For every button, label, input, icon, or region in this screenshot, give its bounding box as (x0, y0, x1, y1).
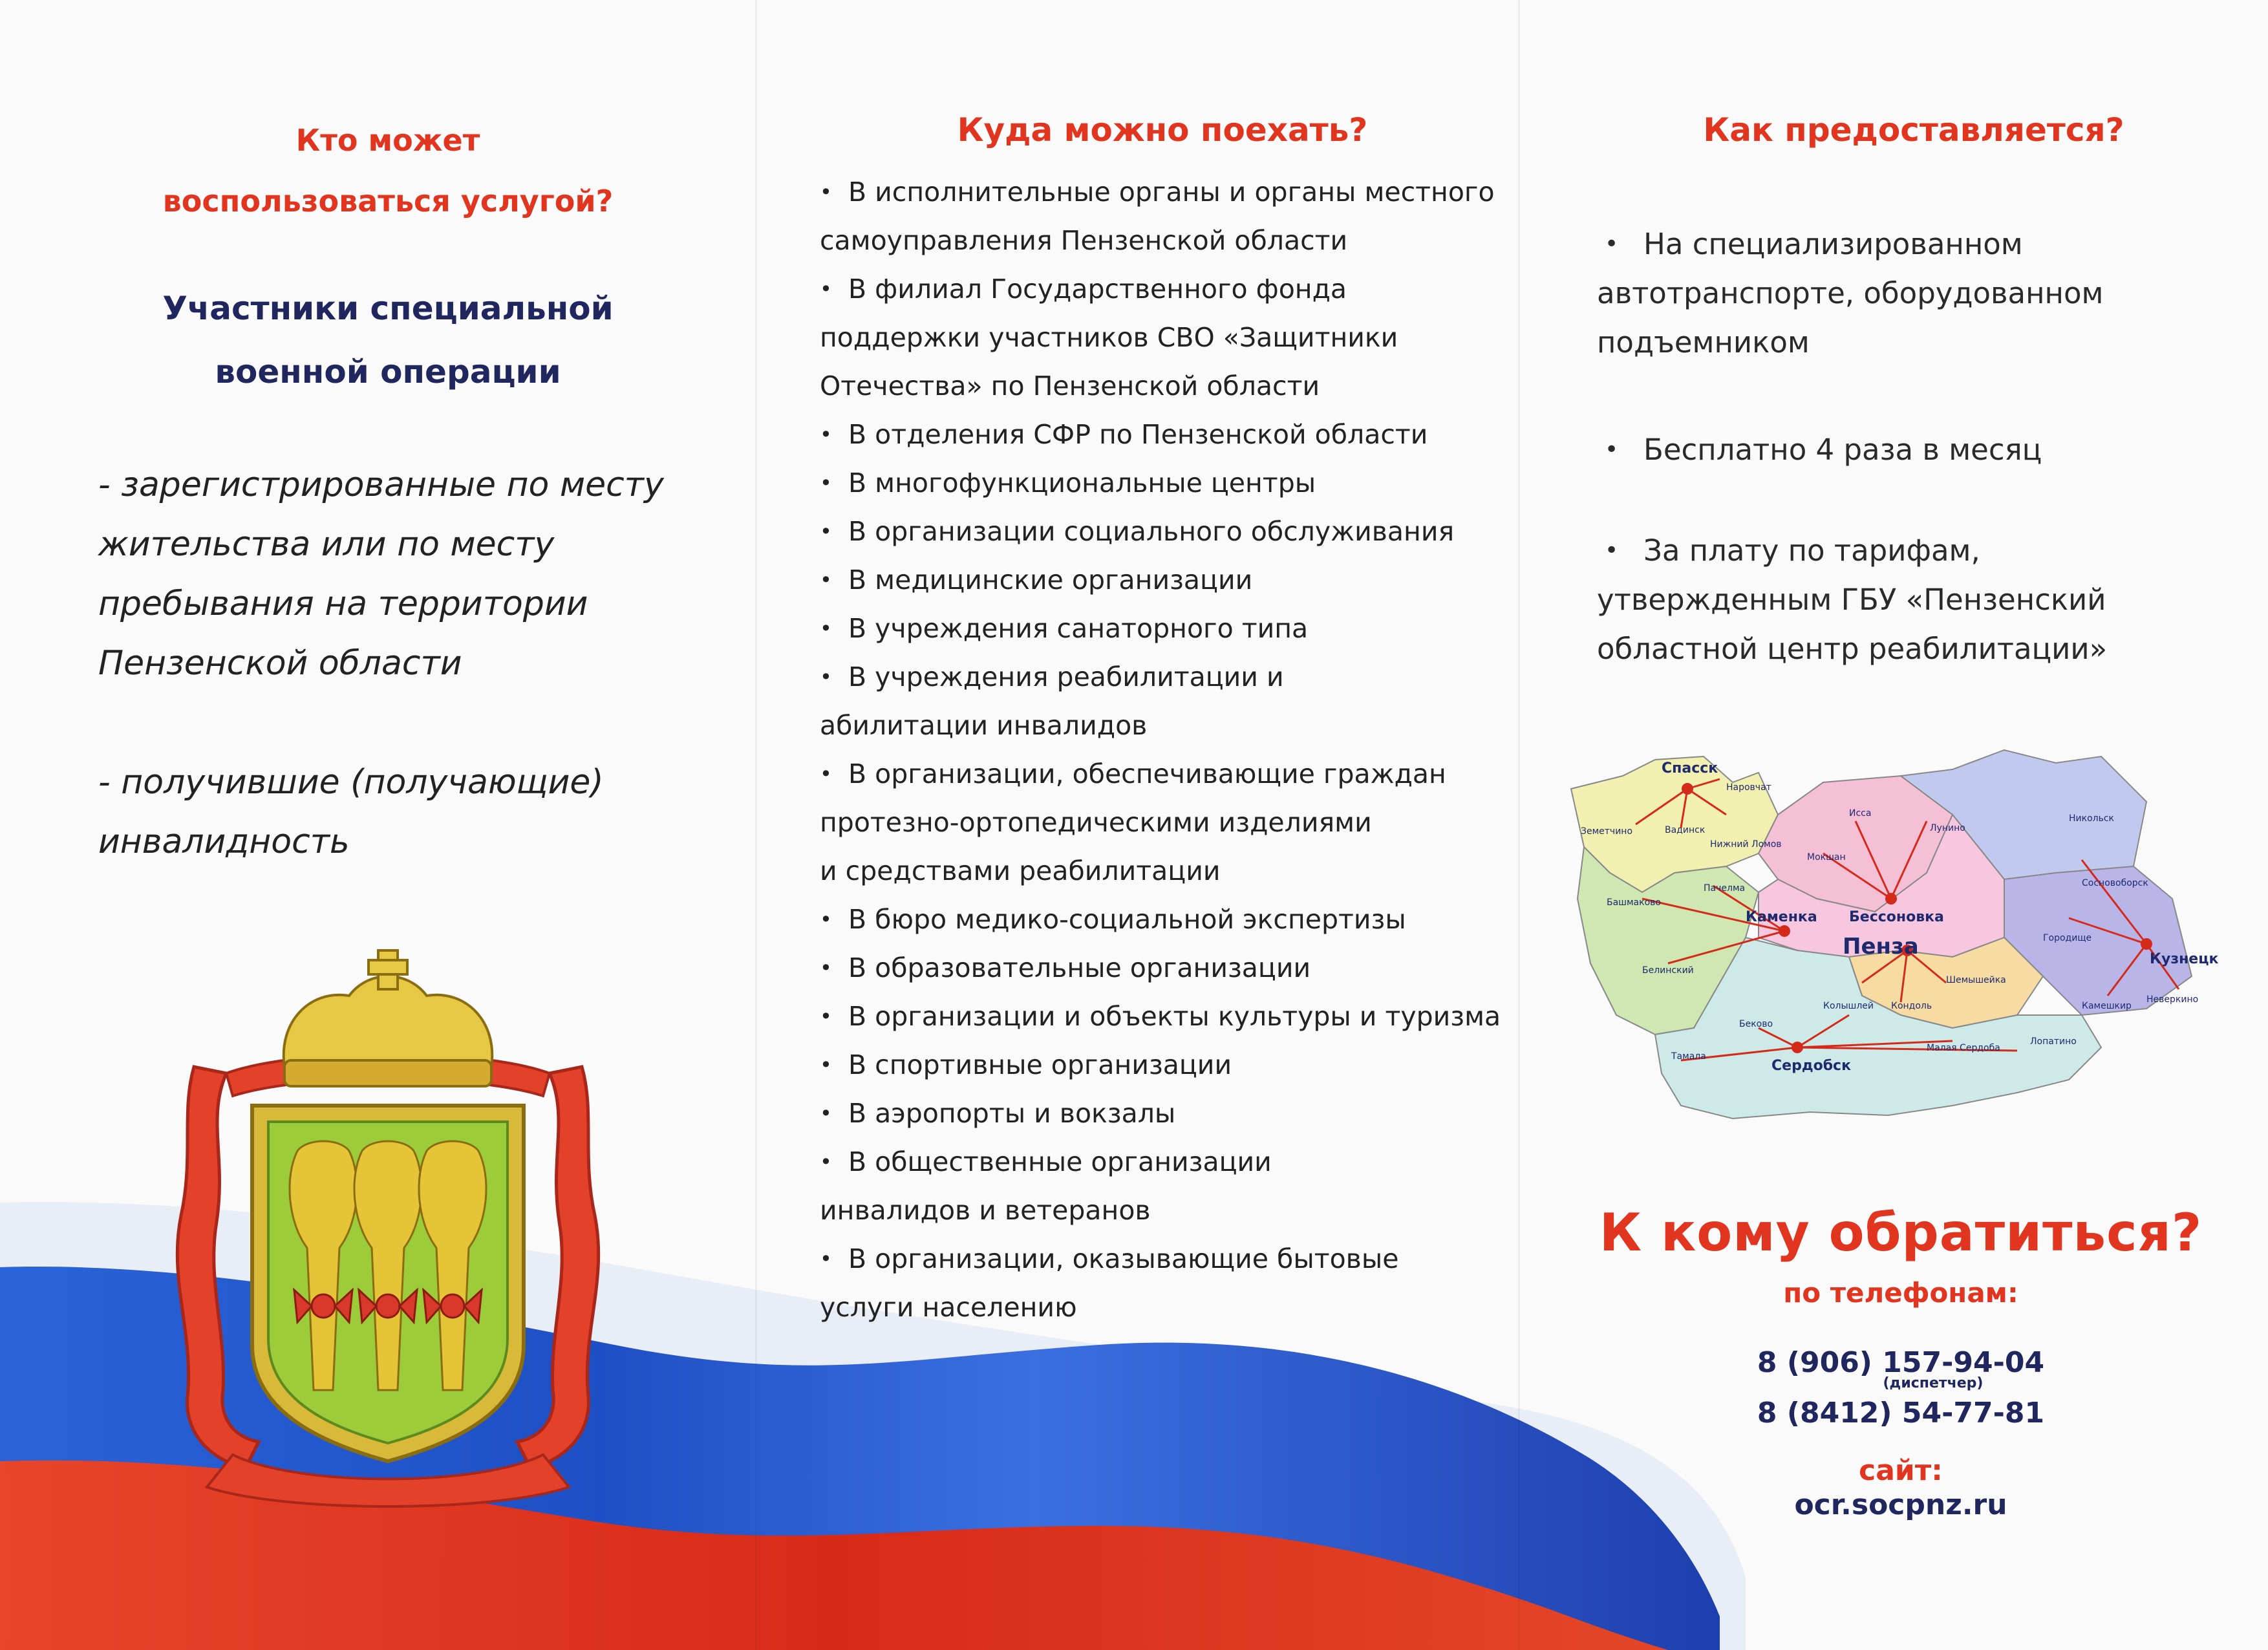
registered-line: Пензенской области (98, 644, 462, 683)
map-district-label: Мокшан (1807, 852, 1846, 862)
office-phone-link[interactable]: 8 (8412) 54-77-81 (1757, 1397, 2045, 1430)
destination-item: • В аэропорты и вокзалы (820, 1089, 1505, 1138)
registered-line: пребывания на территории (98, 584, 588, 623)
destination-item-cont: протезно-ортопедическими изделиями (820, 807, 1372, 838)
destination-item: • В медицинские организации (820, 556, 1505, 605)
destinations-list (820, 168, 1505, 1332)
map-hub-label: Спасск (1662, 760, 1718, 777)
who-title-line1: Кто может (295, 123, 480, 158)
phones-title: по телефонам: (1783, 1277, 2018, 1309)
destination-item: • В филиал Государственного фонда (820, 265, 1505, 314)
provision-line: областной центр реабилитации» (1597, 632, 2108, 666)
map-district-label: Лунино (1930, 823, 1965, 833)
provision-item (1597, 220, 2243, 367)
destination-item: • В бюро медико-социальной экспертизы (820, 895, 1505, 944)
destination-item: • В организации и объекты культуры и туризма (820, 992, 1505, 1041)
fold-line-left (755, 0, 757, 1650)
who-title (65, 110, 711, 231)
disability-line: - получившие (получающие) (98, 763, 604, 802)
provision-line: утвержденным ГБУ «Пензенский (1597, 583, 2106, 617)
map-district-label: Бековo (1739, 1019, 1773, 1029)
dispatcher-note: (диспетчер) (1883, 1375, 1984, 1391)
contact-block (1552, 1203, 2250, 1521)
map-district-label: Башмаково (1607, 897, 1661, 908)
destination-item: • В общественные организации (820, 1138, 1505, 1186)
destination-item-cont: самоуправления Пензенской области (820, 225, 1348, 256)
penza-region-map (1565, 744, 2231, 1131)
map-district-label: Пачелма (1704, 883, 1746, 894)
provision-list (1597, 220, 2243, 674)
map-district-label: Малая Сердоба (1927, 1043, 2000, 1053)
map-district-label: Тамала (1671, 1051, 1706, 1062)
destination-item-cont: и средствами реабилитации (820, 855, 1221, 886)
destination-item: • В организации, обеспечивающие граждан (820, 750, 1505, 798)
provision-item (1597, 425, 2243, 475)
destination-item: • В отделения СФР по Пензенской области (820, 411, 1505, 459)
destination-item-cont: поддержки участников СВО «Защитники (820, 322, 1398, 353)
registered-line: жительства или по месту (98, 525, 555, 564)
dispatcher-phone-link[interactable]: 8 (906) 157-94-04 (1757, 1346, 2045, 1379)
map-district-label: Нижний Ломов (1710, 839, 1782, 850)
map-district-label: Неверкино (2146, 994, 2199, 1005)
left-panel (65, 110, 711, 872)
participants-subtitle (65, 277, 711, 403)
disability-line: инвалидность (98, 822, 350, 861)
destination-item-cont: Отечества» по Пензенской области (820, 370, 1320, 402)
destination-item: • В организации социального обслуживания (820, 508, 1505, 556)
destination-item: • В спортивные организации (820, 1041, 1505, 1089)
map-district-label: Кондоль (1891, 1001, 1932, 1011)
map-hub-label: Бессоновка (1849, 909, 1944, 925)
site-label: сайт: (1859, 1454, 1943, 1487)
registered-line: - зарегистрированные по месту (98, 466, 664, 504)
map-district-label: Городище (2043, 933, 2092, 943)
eligibility-disability (98, 753, 711, 872)
destination-item-cont: абилитации инвалидов (820, 710, 1148, 741)
provision-line: автотранспорте, оборудованном (1597, 276, 2104, 310)
destination-item: • В образовательные организации (820, 944, 1505, 992)
map-district-label: Исса (1849, 808, 1872, 819)
penza-coat-of-arms (155, 944, 621, 1513)
destination-item: • В учреждения реабилитации и (820, 653, 1505, 702)
right-panel (1597, 111, 2243, 732)
participants-subtitle-line1: Участники специальной (162, 290, 614, 327)
map-district-label: Сосновоборск (2082, 878, 2148, 888)
where-title: Куда можно поехать? (957, 111, 1368, 149)
eligibility-registered (98, 455, 711, 693)
map-hub-label: Каменка (1746, 909, 1817, 925)
middle-panel (820, 111, 1505, 1332)
map-district-label: Белинский (1642, 965, 1694, 976)
provision-line: За плату по тарифам, (1643, 533, 1980, 568)
who-title-line2: воспользоваться услугой? (162, 184, 614, 219)
destination-item: • В многофункциональные центры (820, 459, 1505, 508)
destination-item-cont: инвалидов и ветеранов (820, 1195, 1151, 1226)
provision-item (1597, 526, 2243, 674)
map-hub-label: Сердобск (1771, 1058, 1852, 1074)
destination-item-cont: услуги населению (820, 1292, 1077, 1323)
destination-item: • В организации, оказывающие бытовые (820, 1235, 1505, 1283)
provision-line: На специализированном (1643, 227, 2023, 261)
map-district-label: Никольск (2069, 813, 2114, 824)
bullet-icon: • (1605, 231, 1619, 257)
provision-line: подъемником (1597, 325, 1810, 359)
fold-line-right (1518, 0, 1520, 1650)
map-hub-label: Кузнецк (2150, 951, 2219, 967)
how-title: Как предоставляется? (1703, 111, 2124, 149)
map-district-label: Камешкир (2082, 1001, 2132, 1011)
map-district-label: Земетчино (1581, 826, 1633, 837)
website-link[interactable]: ocr.socpnz.ru (1794, 1488, 2007, 1521)
map-district-label: Шемышейка (1946, 975, 2006, 985)
participants-subtitle-line2: военной операции (215, 353, 561, 391)
contact-title: К кому обратиться? (1599, 1203, 2203, 1263)
map-district-label: Лопатино (2030, 1036, 2077, 1047)
provision-line: Бесплатно 4 раза в месяц (1643, 433, 2042, 467)
destination-item: • В исполнительные органы и органы местного (820, 168, 1505, 217)
bullet-icon: • (1605, 436, 1619, 463)
map-district-label: Наровчат (1726, 782, 1771, 793)
map-hub-label: Пенза (1843, 934, 1919, 959)
map-district-label: Колышлей (1823, 1001, 1874, 1011)
bullet-icon: • (1605, 537, 1619, 564)
destination-item: • В учреждения санаторного типа (820, 605, 1505, 653)
map-district-label: Вадинск (1665, 825, 1706, 835)
